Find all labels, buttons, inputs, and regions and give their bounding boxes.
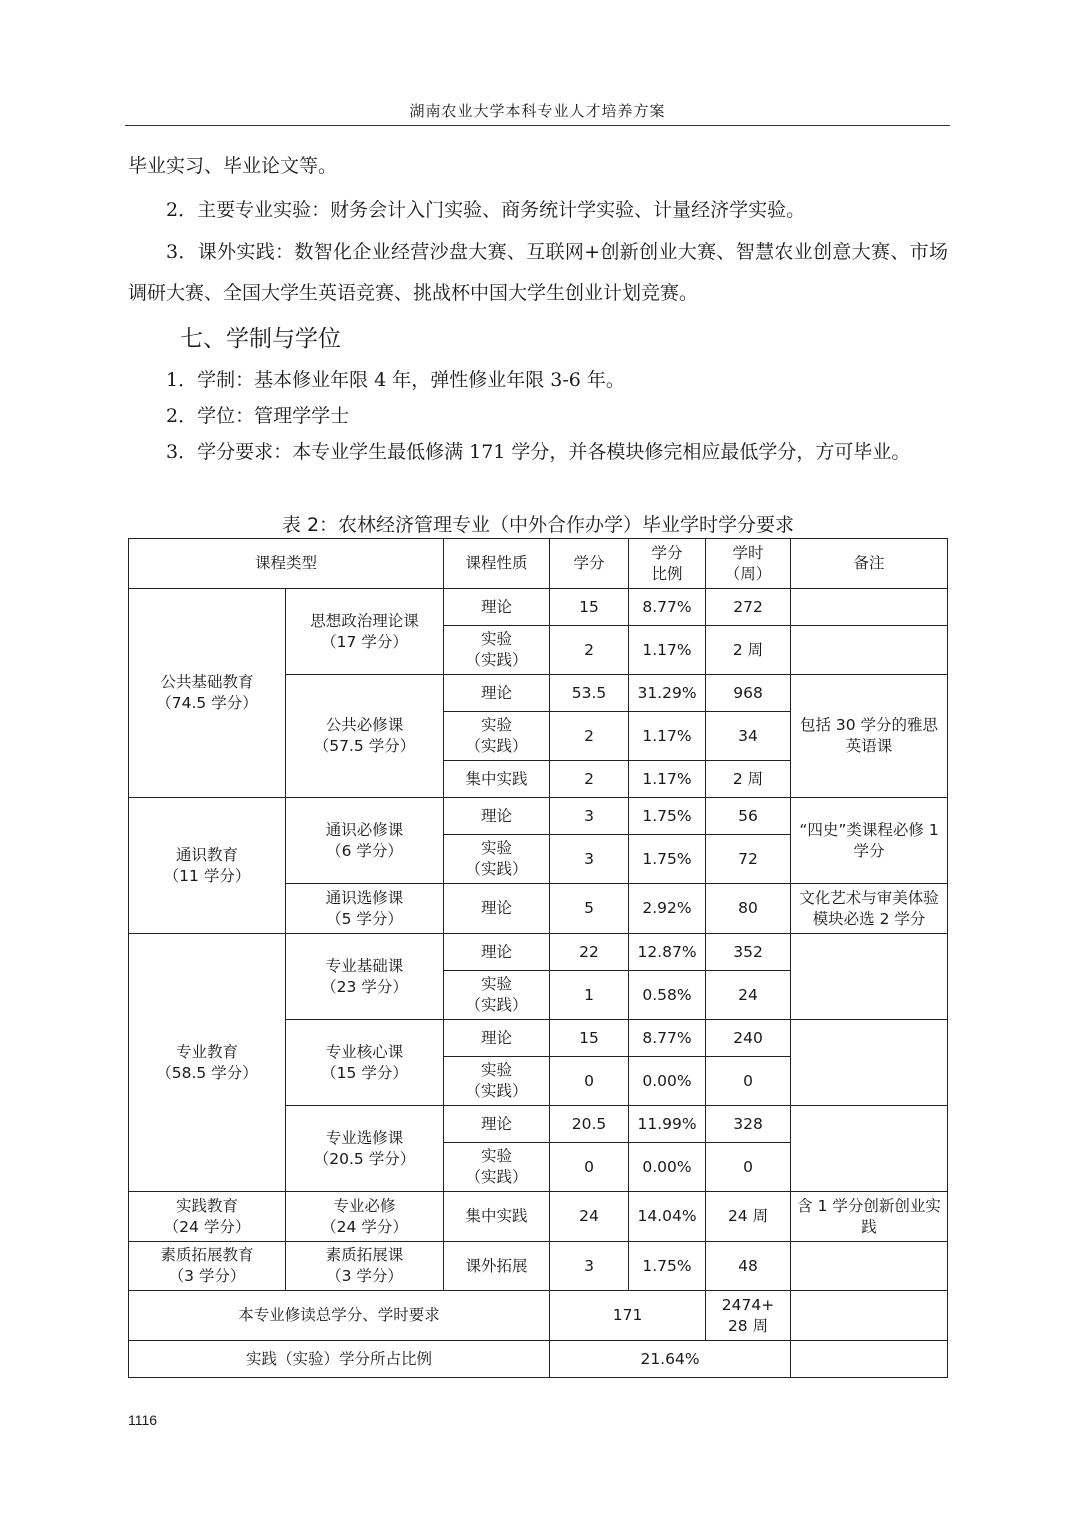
cell-credits: 1 <box>550 971 629 1020</box>
group-quality: 素质拓展教育 （3 学分） <box>129 1242 286 1291</box>
table-title: 表 2：农林经济管理专业（中外合作办学）毕业学时学分要求 <box>281 514 795 536</box>
cell-credits: 53.5 <box>550 675 629 712</box>
cell-ratio: 0.58% <box>629 971 706 1020</box>
cell-nature: 集中实践 <box>444 761 550 798</box>
cell-ratio: 1.17% <box>629 761 706 798</box>
section-title: 七、学制与学位 <box>180 326 341 352</box>
cell-ratio: 11.99% <box>629 1106 706 1143</box>
sub-general-elective: 通识选修课 （5 学分） <box>286 884 444 934</box>
cell-note-empty <box>791 626 948 675</box>
cell-hours: 352 <box>706 934 791 971</box>
cell-nature: 理论 <box>444 1106 550 1143</box>
sub-major-core: 专业核心课 （15 学分） <box>286 1020 444 1106</box>
header-note: 备注 <box>791 539 948 589</box>
cell-credits: 24 <box>550 1192 629 1242</box>
table-row <box>129 934 948 971</box>
cell-ratio: 2.92% <box>629 884 706 934</box>
sub-practice-required: 专业必修 （24 学分） <box>286 1192 444 1242</box>
table-row <box>129 798 948 835</box>
totals-hours: 2474+ 28 周 <box>706 1291 791 1341</box>
paragraph-continuation: 毕业实习、毕业论文等。 <box>128 155 338 177</box>
sub-ideology: 思想政治理论课 （17 学分） <box>286 589 444 675</box>
cell-note-empty <box>791 589 948 626</box>
table-row <box>129 1192 948 1242</box>
cell-note-empty <box>791 1242 948 1291</box>
credit-requirements-table <box>128 538 948 1378</box>
cell-nature: 实验 （实践） <box>444 1057 550 1106</box>
sub-general-required: 通识必修课 （6 学分） <box>286 798 444 884</box>
cell-nature: 理论 <box>444 589 550 626</box>
cell-hours: 2 周 <box>706 626 791 675</box>
cell-credits: 3 <box>550 798 629 835</box>
cell-ratio: 12.87% <box>629 934 706 971</box>
header-hours: 学时 （周） <box>706 539 791 589</box>
group-general: 通识教育 （11 学分） <box>129 798 286 934</box>
totals-credits: 171 <box>550 1291 706 1341</box>
cell-note-empty <box>791 1020 948 1106</box>
group-major: 专业教育 （58.5 学分） <box>129 934 286 1192</box>
cell-ratio: 31.29% <box>629 675 706 712</box>
cell-credits: 15 <box>550 1020 629 1057</box>
paragraph-major-experiments: 2．主要专业实验：财务会计入门实验、商务统计学实验、计量经济学实验。 <box>166 199 806 221</box>
cell-credits: 5 <box>550 884 629 934</box>
cell-ratio: 0.00% <box>629 1143 706 1192</box>
note-arts: 文化艺术与审美体验模块必选 2 学分 <box>791 884 948 934</box>
cell-nature: 理论 <box>444 675 550 712</box>
totals-label: 本专业修读总学分、学时要求 <box>129 1291 550 1341</box>
section-item-degree: 2．学位：管理学学士 <box>166 405 350 427</box>
header-rule <box>125 125 950 126</box>
cell-hours: 56 <box>706 798 791 835</box>
header-credits: 学分 <box>550 539 629 589</box>
cell-credits: 2 <box>550 626 629 675</box>
note-english: 包括 30 学分的雅思英语课 <box>791 675 948 798</box>
cell-hours: 240 <box>706 1020 791 1057</box>
cell-credits: 3 <box>550 835 629 884</box>
paragraph-extracurricular: 3．课外实践：数智化企业经营沙盘大赛、互联网+创新创业大赛、智慧农业创意大赛、市场调研大赛、全国大学生英语竞赛、挑战杯中国大学生创业计划竞赛。 <box>128 241 948 304</box>
cell-hours: 80 <box>706 884 791 934</box>
table-row <box>129 589 948 626</box>
cell-credits: 15 <box>550 589 629 626</box>
header-nature: 课程性质 <box>444 539 550 589</box>
cell-nature: 课外拓展 <box>444 1242 550 1291</box>
cell-ratio: 8.77% <box>629 1020 706 1057</box>
table-row <box>129 1242 948 1291</box>
cell-ratio: 1.17% <box>629 712 706 761</box>
cell-ratio: 1.75% <box>629 798 706 835</box>
cell-ratio: 14.04% <box>629 1192 706 1242</box>
page-header: 湖南农业大学本科专业人才培养方案 <box>409 102 666 120</box>
sub-major-basic: 专业基础课 （23 学分） <box>286 934 444 1020</box>
cell-credits: 20.5 <box>550 1106 629 1143</box>
ratio-row <box>129 1341 948 1378</box>
header-category: 课程类型 <box>129 539 444 589</box>
cell-nature: 集中实践 <box>444 1192 550 1242</box>
group-public: 公共基础教育 （74.5 学分） <box>129 589 286 798</box>
cell-nature: 实验 （实践） <box>444 971 550 1020</box>
note-innovation: 含 1 学分创新创业实践 <box>791 1192 948 1242</box>
cell-nature: 理论 <box>444 934 550 971</box>
cell-ratio: 1.75% <box>629 835 706 884</box>
cell-note-empty <box>791 1341 948 1378</box>
page-number: 1116 <box>128 1412 158 1428</box>
cell-hours: 34 <box>706 712 791 761</box>
cell-hours: 0 <box>706 1143 791 1192</box>
totals-row <box>129 1291 948 1341</box>
cell-nature: 理论 <box>444 798 550 835</box>
cell-nature: 实验 （实践） <box>444 712 550 761</box>
cell-hours: 272 <box>706 589 791 626</box>
cell-nature: 实验 （实践） <box>444 835 550 884</box>
cell-hours: 72 <box>706 835 791 884</box>
cell-credits: 2 <box>550 712 629 761</box>
cell-hours: 968 <box>706 675 791 712</box>
cell-nature: 实验 （实践） <box>444 626 550 675</box>
cell-hours: 48 <box>706 1242 791 1291</box>
cell-nature: 实验 （实践） <box>444 1143 550 1192</box>
group-practice: 实践教育 （24 学分） <box>129 1192 286 1242</box>
header-ratio: 学分 比例 <box>629 539 706 589</box>
cell-credits: 3 <box>550 1242 629 1291</box>
cell-hours: 0 <box>706 1057 791 1106</box>
ratio-value: 21.64% <box>550 1341 791 1378</box>
cell-nature: 理论 <box>444 1020 550 1057</box>
cell-credits: 0 <box>550 1143 629 1192</box>
cell-note-empty <box>791 1106 948 1192</box>
sub-quality-course: 素质拓展课 （3 学分） <box>286 1242 444 1291</box>
cell-credits: 22 <box>550 934 629 971</box>
sub-major-elective: 专业选修课 （20.5 学分） <box>286 1106 444 1192</box>
cell-note-empty <box>791 934 948 1020</box>
cell-ratio: 0.00% <box>629 1057 706 1106</box>
ratio-label: 实践（实验）学分所占比例 <box>129 1341 550 1378</box>
cell-ratio: 8.77% <box>629 589 706 626</box>
note-four-history: “四史”类课程必修 1 学分 <box>791 798 948 884</box>
cell-hours: 2 周 <box>706 761 791 798</box>
section-item-duration: 1．学制：基本修业年限 4 年，弹性修业年限 3-6 年。 <box>166 369 625 391</box>
table-header-row <box>129 539 948 589</box>
cell-ratio: 1.75% <box>629 1242 706 1291</box>
cell-nature: 理论 <box>444 884 550 934</box>
sub-public-required: 公共必修课 （57.5 学分） <box>286 675 444 798</box>
cell-credits: 2 <box>550 761 629 798</box>
section-item-credits: 3．学分要求：本专业学生最低修满 171 学分，并各模块修完相应最低学分，方可毕业。 <box>166 441 911 463</box>
cell-credits: 0 <box>550 1057 629 1106</box>
cell-hours: 328 <box>706 1106 791 1143</box>
cell-ratio: 1.17% <box>629 626 706 675</box>
cell-note-empty <box>791 1291 948 1341</box>
cell-hours: 24 <box>706 971 791 1020</box>
cell-hours: 24 周 <box>706 1192 791 1242</box>
